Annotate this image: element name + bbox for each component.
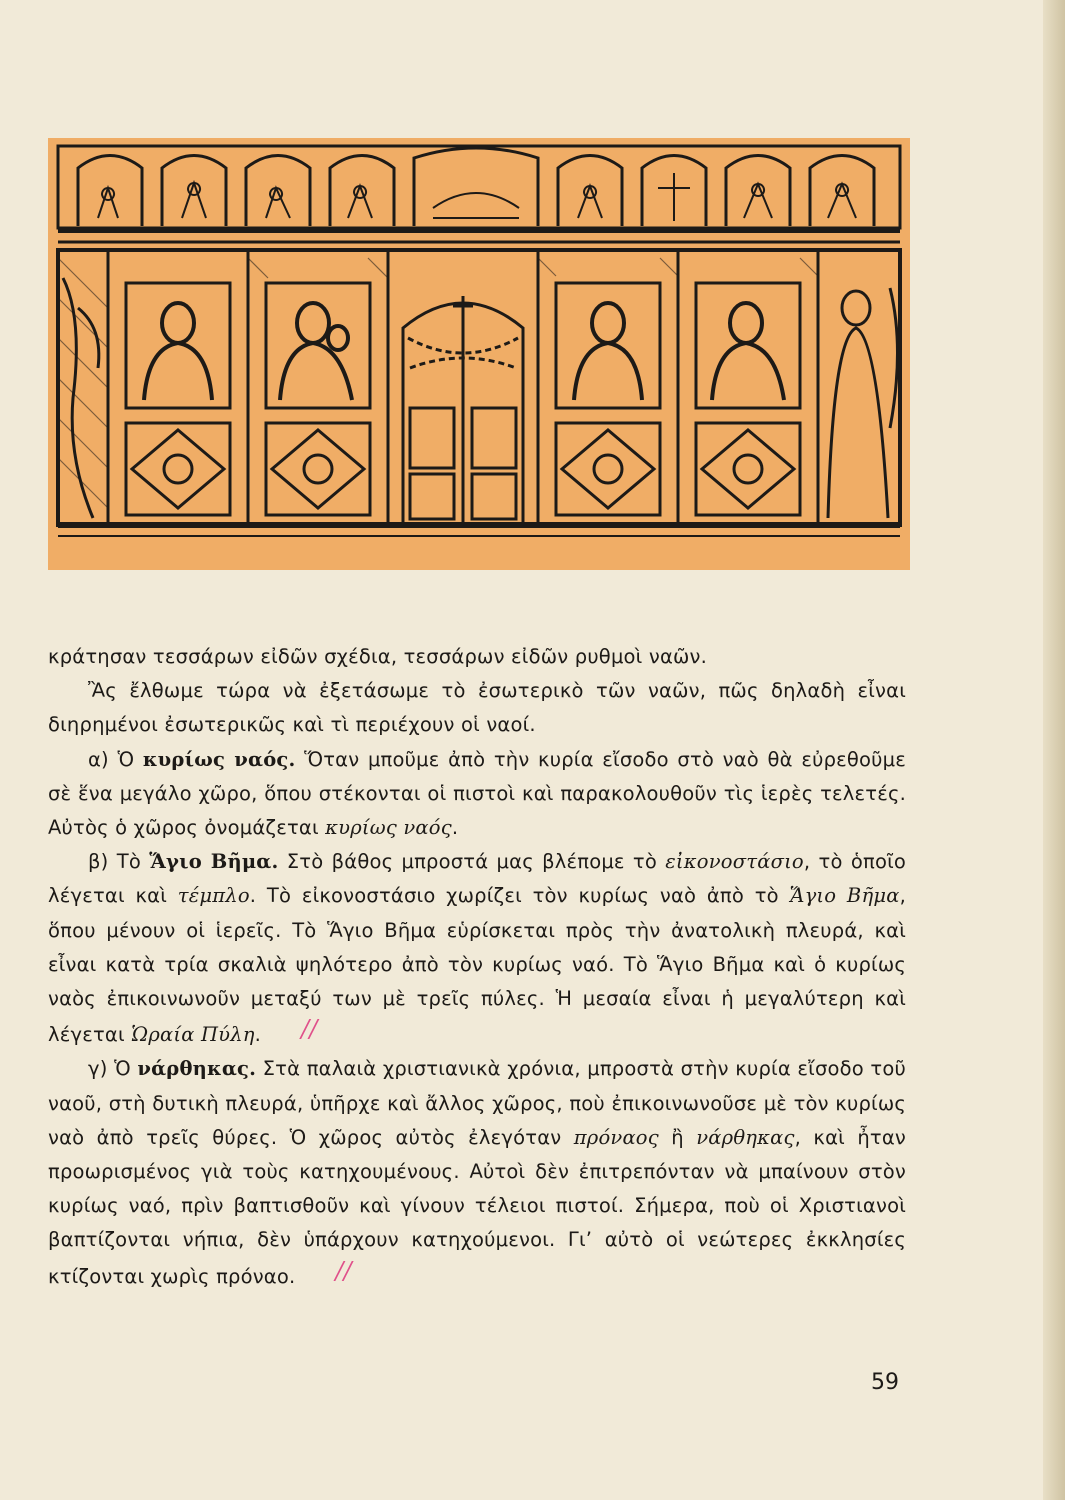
p3-seg-4: . (451, 816, 459, 840)
p4-italic-oraia-pyli: Ὡραία Πύλη (131, 1023, 255, 1047)
p4-seg-10: . (254, 1023, 262, 1047)
p5-seg-0: γ) Ὁ (88, 1057, 138, 1081)
p4-pen-mark: // (301, 1015, 318, 1044)
p4-italic-templo: τέμπλο (177, 884, 250, 908)
p4-heading: Ἅγιο Βῆμα. (149, 850, 279, 874)
p5-italic-pronaos: πρόναος (573, 1125, 659, 1149)
page-edge (1043, 0, 1065, 1500)
paragraph-2 (48, 674, 906, 742)
p4-italic-eikonostasio: εἰκονοστάσιο (665, 850, 804, 874)
p4-italic-agio-vima: Ἅγιο Βῆμα (789, 884, 900, 908)
iconostasis-drawing (48, 138, 910, 570)
p1-text: κράτησαν τεσσάρων εἰδῶν σχέδια, τεσσάρων εἰδῶν ρυθμοὶ ναῶν. (48, 645, 708, 668)
p4-seg-8: , ὅπου μένουν οἱ ἱερεῖς. Τὸ Ἅγιο Βῆμα εὑρίσκεται πρὸς τὴν ἀνατολικὴ πλευρά, καὶ εἶναι κατὰ τρία σκαλιὰ ψηλότερο ἀπὸ τὸν κυρίως ναό. Τὸ Ἅγιο Βῆμα καὶ ὁ κυρίως ναὸς ἐπικοινωνοῦν μεταξύ των μὲ τρεῖς πύλες. Ἡ μεσαία εἶναι ἡ μεγαλύτερη καὶ λέγεται (48, 884, 906, 1047)
paragraph-narthikas (48, 1052, 906, 1293)
p5-seg-6: , καὶ ἦταν προωρισμένος γιὰ τοὺς κατηχουμένους. Αὐτοὶ δὲν ἐπιτρεπόνταν νὰ μπαίνουν στὸν κυρίως ναό, πρὶν βαπτισθοῦν καὶ γίνουν τέλειοι πιστοί. Σήμερα, ποὺ οἱ Χριστιανοὶ βαπτίζονται νήπια, δὲν ὑπάρχουν κατηχούμενοι. Γι’ αὐτὸ οἱ νεώτερες ἐκκλησίες κτίζονται χωρὶς πρόναο. (48, 1125, 907, 1288)
iconostasis-illustration (48, 138, 910, 570)
paragraph-agio-vima (48, 845, 906, 1052)
p5-heading: νάρθηκας. (137, 1057, 257, 1081)
paragraph-kyrios-naos (48, 743, 906, 846)
p5-seg-4: ἢ (658, 1125, 697, 1149)
p4-seg-4: , τὸ ὁποῖο λέγεται καὶ (48, 850, 906, 908)
p3-heading: κυρίως ναός. (142, 747, 296, 771)
page-number: 59 (871, 1370, 899, 1395)
paragraph-1 (48, 640, 906, 674)
p3-seg-2: Ὅταν μποῦμε ἀπὸ τὴν κυρία εἴσοδο στὸ ναὸ θὰ εὐρεθοῦμε σὲ ἕνα μεγάλο χῶρο, ὅπου στέκονται οἱ πιστοὶ καὶ παρακολουθοῦν τὶς ἱερὲς τελετές. Αὐτὸς ὁ χῶρος ὀνομάζεται (48, 747, 906, 840)
p4-seg-2: Στὸ βάθος μπροστά μας βλέπομε τὸ (278, 850, 666, 874)
p3-italic-term: κυρίως ναός (325, 816, 452, 840)
p5-italic-narthikas: νάρθηκας (696, 1125, 795, 1149)
p4-seg-6: . Τὸ εἰκονοστάσιο χωρίζει τὸν κυρίως ναὸ ἀπὸ τὸ (249, 884, 790, 908)
p5-pen-mark: // (335, 1256, 352, 1285)
body-text (48, 640, 906, 1294)
p4-seg-0: β) Τὸ (88, 850, 150, 874)
p2-text: Ἂς ἔλθωμε τώρα νὰ ἐξετάσωμε τὸ ἐσωτερικὸ τῶν ναῶν, πῶς δηλαδὴ εἶναι διηρημένοι ἐσωτερικῶς καὶ τὶ περιέχουν οἱ ναοί. (48, 679, 906, 737)
p3-seg-0: α) Ὁ (88, 747, 143, 771)
p5-seg-2: Στὰ παλαιὰ χριστιανικὰ χρόνια, μπροστὰ στὴν κυρία εἴσοδο τοῦ ναοῦ, στὴ δυτικὴ πλευρά, ὑπῆρχε καὶ ἄλλος χῶρος, ποὺ ἐπικοινωνοῦσε μὲ τὸν κυρίως ναὸ ἀπὸ τρεῖς θύρες. Ὁ χῶρος αὐτὸς ἐλεγόταν (48, 1057, 906, 1149)
